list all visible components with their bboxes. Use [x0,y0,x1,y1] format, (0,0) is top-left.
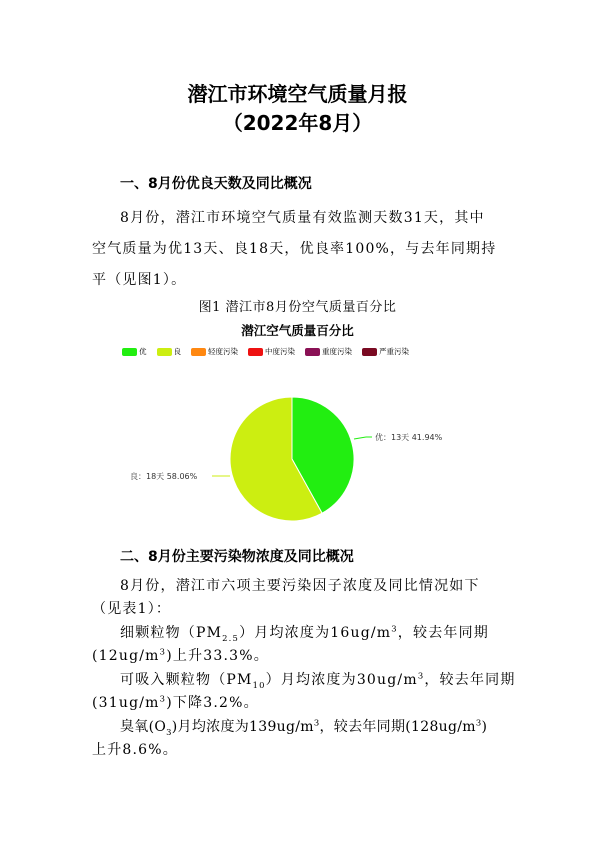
legend-swatch [305,348,320,356]
section-1-line-3: 平（见图1）。 [92,272,187,288]
data-label-good: 优：13天 41.94% [375,433,443,442]
data-label-moderate: 良：18天 58.06% [130,472,198,481]
section-2-intro-1: 8月份，潜江市六项主要污染因子浓度及同比情况如下 [120,578,480,594]
legend-label: 优 [139,347,147,356]
section-1-heading: 一、8月份优良天数及同比概况 [120,176,312,192]
legend-swatch [191,348,206,356]
legend-item [191,346,238,357]
figure-caption: 图1 潜江市8月份空气质量百分比 [198,300,397,315]
legend-label: 良 [173,347,181,356]
leader-line-good [354,437,366,439]
pm10-line-1: 可吸入颗粒物$(PM_{10})$月均浓度为$30ug/m^3$，较去年同期 [120,670,516,690]
o3-line-1: 臭氧$(O_3)$月均浓度为$139ug/m^3$，较去年同期$(128ug/m^3)$ [120,717,488,737]
report-title: 潜江市环境空气质量月报 [187,82,408,106]
legend-item [362,346,409,357]
section-2-intro-2: （见表1）： [92,601,172,617]
report-subtitle: （2022年8月） [222,111,373,135]
o3-line-2: 上升8.6%。 [92,742,178,758]
legend-item [248,346,295,357]
legend-swatch [122,348,137,356]
legend-label: 中度污染 [265,347,295,356]
pie-chart [100,380,500,540]
legend-item [122,346,147,357]
legend-swatch [248,348,263,356]
chart-title: 潜江空气质量百分比 [241,323,354,338]
chart-legend [122,346,409,357]
legend-label: 重度污染 [322,347,352,356]
legend-item [157,346,182,357]
pm10-line-2: $(31ug/m^3)$下降3.2%。 [92,693,259,711]
legend-label: 严重污染 [379,347,409,356]
legend-swatch [157,348,172,356]
legend-label: 轻度污染 [208,347,238,356]
section-2-heading: 二、8月份主要污染物浓度及同比概况 [120,549,354,565]
pm25-line-2: $(12ug/m^3)$上升33.3%。 [92,646,269,664]
legend-swatch [362,348,377,356]
legend-item [305,346,352,357]
section-1-line-1: 8月份，潜江市环境空气质量有效监测天数31天，其中 [120,210,485,226]
section-1-line-2: 空气质量为优13天、良18天，优良率100%，与去年同期持 [92,241,497,257]
pm25-line-1: 细颗粒物$(PM_{2.5})$月均浓度为$16ug/m^3$，较去年同期 [120,623,489,643]
